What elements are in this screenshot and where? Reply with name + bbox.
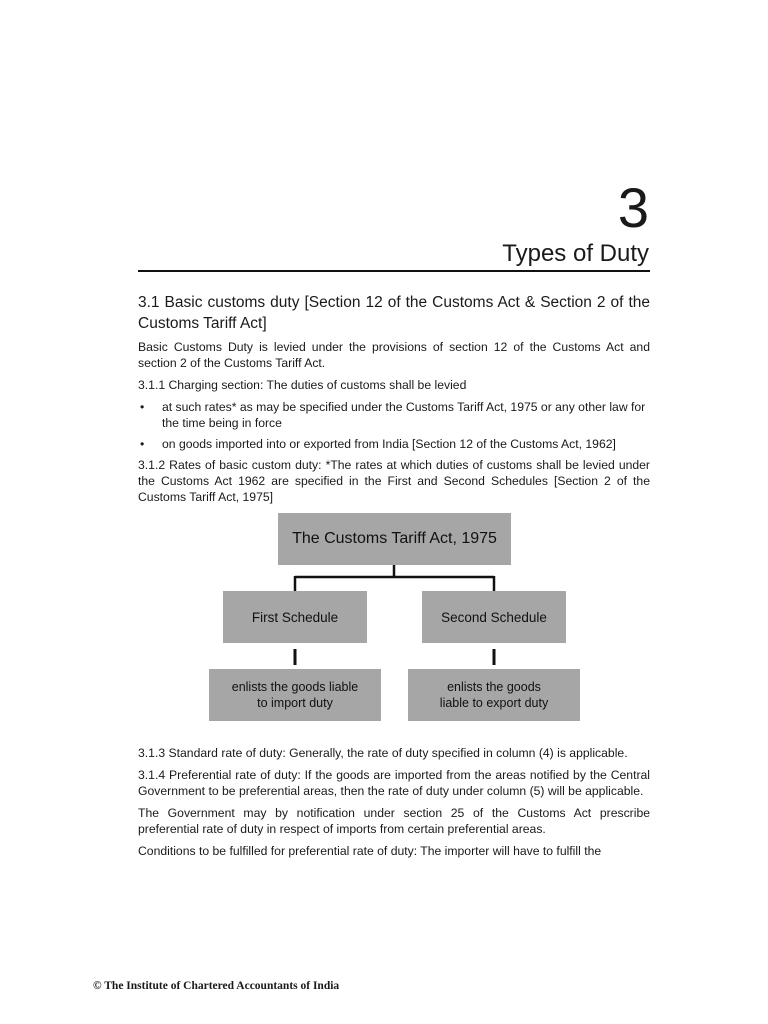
list-item: • at such rates* as may be specified under the Customs Tariff Act, 1975 or any other law for the time being in force <box>140 400 646 430</box>
rates-paragraph: 3.1.2 Rates of basic custom duty: *The rates at which duties of customs shall be levied under the Customs Act 1962 are specified in the First and Second Schedules [Section 2 of the Customs Tariff Act, 1975] <box>138 458 650 504</box>
government-notification: The Government may by notification under section 25 of the Customs Act prescribe preferential rate of duty in respect of imports from certain preferential areas. <box>138 806 650 836</box>
footer-copyright: © The Institute of Chartered Accountants of India <box>93 980 340 992</box>
import-duty-box: enlists the goods liable to import duty <box>209 669 381 721</box>
charging-section: 3.1.1 Charging section: The duties of customs shall be levied <box>138 378 467 392</box>
first-schedule-box: First Schedule <box>223 591 367 643</box>
export-duty-box: enlists the goods liable to export duty <box>408 669 580 721</box>
charging-list <box>138 399 650 452</box>
bullet-icon: • <box>140 400 145 414</box>
section-heading: 3.1 Basic customs duty [Section 12 of the Customs Act & Section 2 of the Customs Tariff Act] <box>138 294 650 332</box>
bullet-icon: • <box>140 437 145 451</box>
standard-rate: 3.1.3 Standard rate of duty: Generally, the rate of duty specified in column (4) is applicable. <box>138 746 628 760</box>
chapter-divider <box>138 270 650 272</box>
tariff-diagram <box>138 513 650 735</box>
page-content <box>138 292 650 865</box>
second-schedule-box: Second Schedule <box>422 591 566 643</box>
chapter-title: Types of Duty <box>502 240 649 267</box>
chapter-number: 3 <box>617 176 649 239</box>
preferential-rate: 3.1.4 Preferential rate of duty: If the goods are imported from the areas notified by the Central Government to be preferential areas, then the rate of duty under column (5) will be applicable. <box>138 768 650 798</box>
section-intro: Basic Customs Duty is levied under the provisions of section 12 of the Customs Act and section 2 of the Customs Tariff Act. <box>138 340 650 370</box>
customs-tariff-act-box: The Customs Tariff Act, 1975 <box>278 513 511 565</box>
list-item: • on goods imported into or exported from India [Section 12 of the Customs Act, 1962] <box>140 437 616 451</box>
conditions-paragraph: Conditions to be fulfilled for preferential rate of duty: The importer will have to fulfill the <box>138 844 602 858</box>
